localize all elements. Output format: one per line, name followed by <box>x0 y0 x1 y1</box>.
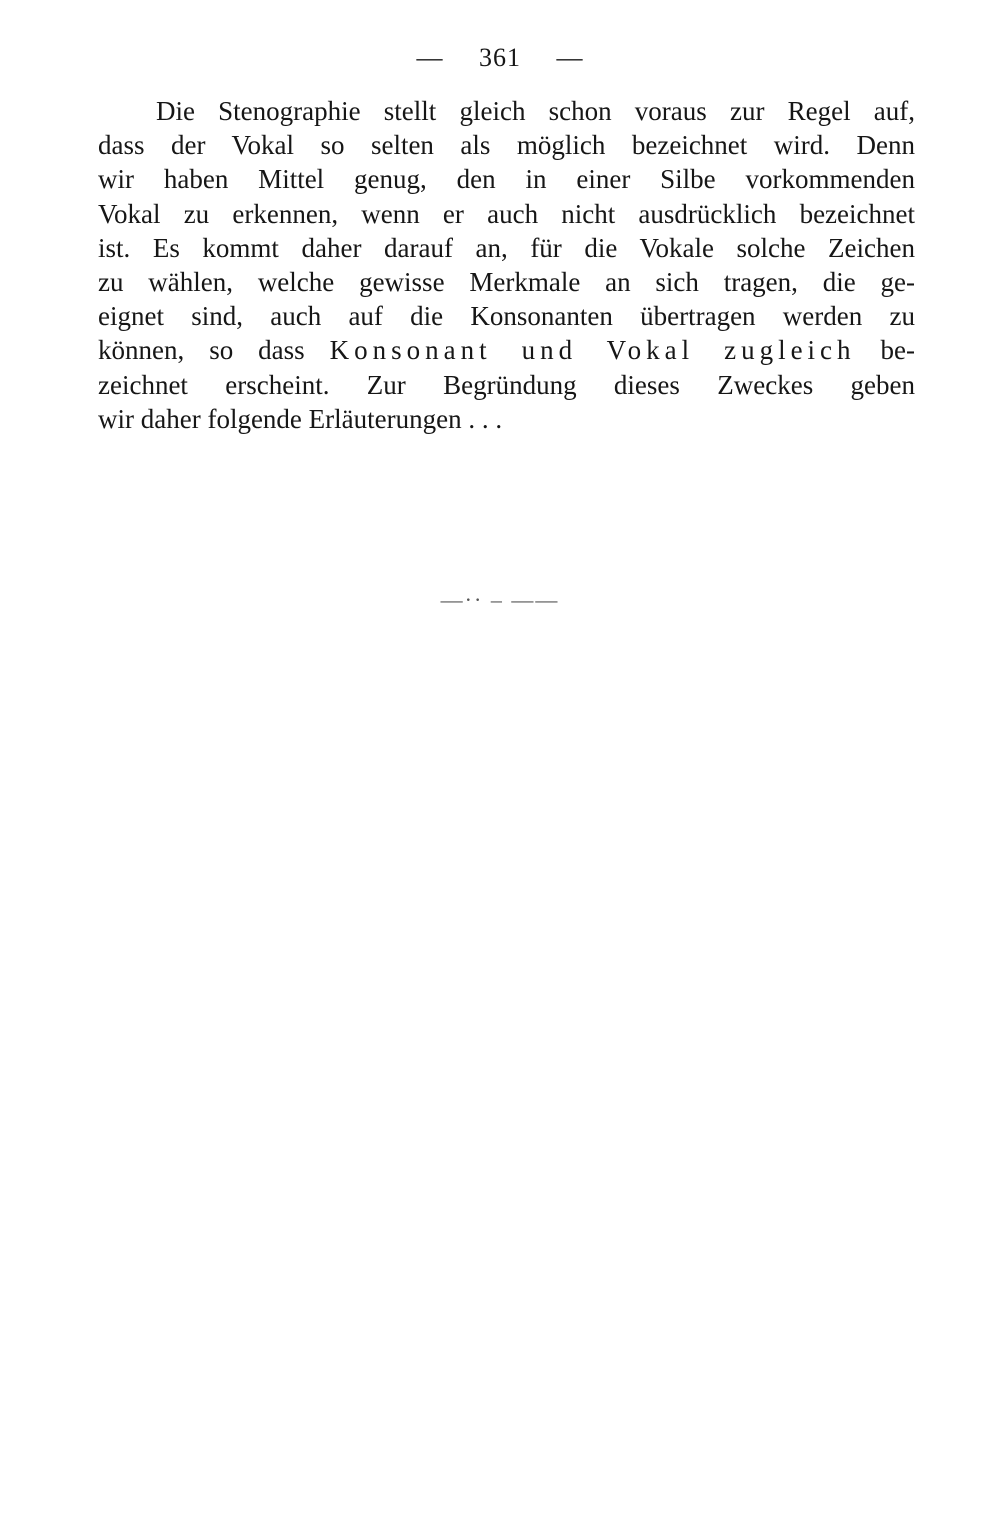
emphasized-spaced-text: Konsonant und Vokal zugleich <box>329 335 856 366</box>
text-line-8 <box>98 333 915 367</box>
text-line-7: eignet sind, auch auf die Konsonanten übertragen werden zu <box>98 301 915 332</box>
text-line-5: ist. Es kommt daher darauf an, für die Vokale solche Zeichen <box>98 232 915 263</box>
text-line-6: zu wählen, welche gewisse Merkmale an sich tragen, die ge- <box>98 266 915 297</box>
page-header <box>0 38 1000 78</box>
text-line-3: wir haben Mittel genug, den in einer Silbe vorkommenden <box>98 164 915 195</box>
body-paragraph <box>98 94 915 436</box>
text-line-8-start: können, so dass <box>98 335 305 366</box>
header-dash-right: — <box>556 43 584 72</box>
text-line-8-end: be- <box>880 335 916 366</box>
text-line-2: dass der Vokal so selten als möglich bezeichnet wird. Denn <box>98 130 915 161</box>
text-line-4: Vokal zu erkennen, wenn er auch nicht ausdrücklich bezeichnet <box>98 198 915 229</box>
section-end-ornament: —·· – —— <box>440 587 560 612</box>
text-line-1: Die Stenographie stellt gleich schon voraus zur Regel auf, <box>156 96 915 126</box>
text-line-10: wir daher folgende Erläuterungen . . . <box>98 403 503 434</box>
header-dash-left: — <box>416 43 444 72</box>
page-number: 361 <box>479 43 521 72</box>
text-line-9: zeichnet erscheint. Zur Begründung dieses Zweckes geben <box>98 369 915 400</box>
